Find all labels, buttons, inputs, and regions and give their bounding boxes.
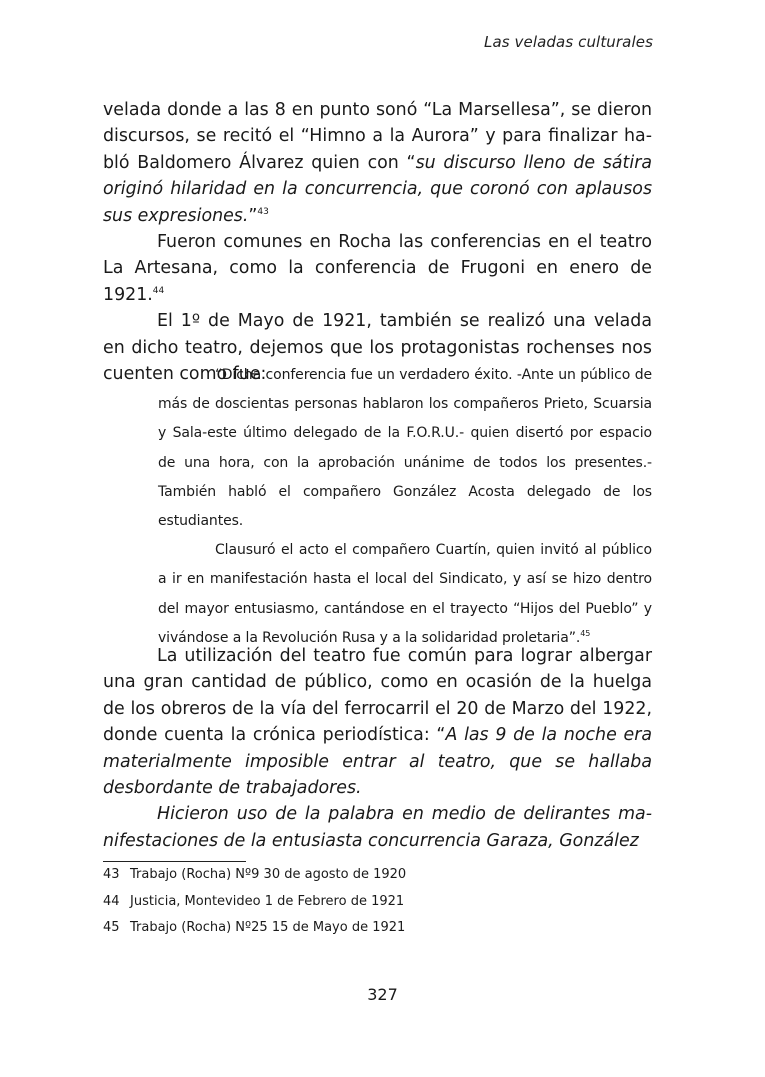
running-header: Las veladas culturales <box>484 33 653 51</box>
italic-quote: su discurso lleno de sátira originó hilaridad en la concurrencia, que coronó con aplausos sus expresiones. <box>103 152 652 226</box>
block-quote <box>158 361 652 653</box>
footnote-text: Trabajo (Rocha) Nº9 30 de agosto de 1920 <box>130 867 407 882</box>
footnote-ref-43: 43 <box>257 206 269 217</box>
footnote-text: Justicia, Montevideo 1 de Febrero de 1921 <box>130 893 405 909</box>
paragraph-velada <box>103 97 652 229</box>
paragraph-conferencias <box>103 229 652 308</box>
footnote-number: 43 <box>103 867 120 882</box>
italic-quote: Hicieron uso de la palabra en medio de delirantes manifestaciones de la entusiasta concurrencia Garaza, González <box>103 804 652 851</box>
closing-quote-mark: ” <box>248 205 258 226</box>
footnote <box>103 915 663 942</box>
footnote <box>103 862 663 889</box>
body-text-top <box>103 97 652 387</box>
body-text-bottom <box>103 643 652 854</box>
paragraph-text: El 1º de Mayo de 1921, también se realizó una velada en dicho teatro, dejemos que los protagonistas rochenses nos cuenten como fue: <box>103 311 652 385</box>
paragraph-text: velada donde a las 8 en punto sonó “La Marsellesa”, se dieron discursos, se recitó el “Himno a la Aurora” y para finalizar habló Baldomero Álvarez quien con “ <box>103 100 652 173</box>
footnote-number: 45 <box>103 920 120 936</box>
footnote-text: Trabajo (Rocha) Nº25 15 de Mayo de 1921 <box>130 920 406 936</box>
footnotes <box>103 862 663 942</box>
footnote-number: 44 <box>103 893 120 909</box>
footnote-ref-45: 45 <box>580 628 591 638</box>
quote-paragraph-2 <box>158 536 652 653</box>
paragraph-teatro <box>103 643 652 801</box>
quote-text: Clausuró el acto el compañero Cuartín, quien invitó al público a ir en manifestación hasta el local del Sindicato, y así se hizo dentro del mayor entusiasmo, cantándose en el trayecto “Hijos del Pueblo” y vivándose a la Revolución Rusa y a la solidaridad proletaria”. <box>158 542 652 646</box>
quote-paragraph-1: “Dicha conferencia fue un verdadero éxito. -Ante un público de más de doscientas personas hablaron los compañeros Prieto, Scuarsia y Sala-este último delegado de la F.O.R.U.- quien disertó por espacio de una hora, con la aprobación unánime de todos los presentes.- También habló el compañero González Acosta delegado de los estudiantes. <box>158 367 652 530</box>
paragraph-palabra <box>103 801 652 854</box>
paragraph-text: La utilización del teatro fue común para lograr albergar una gran cantidad de público, como en ocasión de la huelga de los obreros de la vía del ferrocarril el 20 de Marzo del 1922, donde cuenta la crónica periodística: “ <box>103 646 652 746</box>
page-number: 327 <box>367 985 398 1004</box>
italic-quote: A las 9 de la noche era materialmente imposible entrar al teatro, que se hallaba desbordante de trabajadores. <box>103 725 653 799</box>
footnote-ref-44: 44 <box>152 285 165 296</box>
footnote <box>103 889 663 916</box>
paragraph-text: Fueron comunes en Rocha las conferencias en el teatro La Artesana, como la conferencia de Frugoni en enero de 1921. <box>103 232 652 305</box>
